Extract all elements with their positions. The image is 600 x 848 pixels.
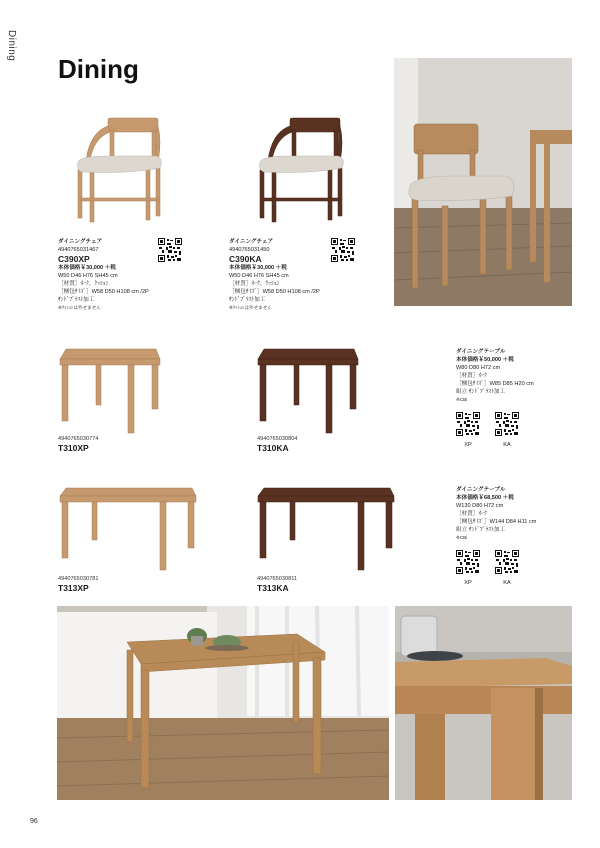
model-code: T313KA: [257, 583, 289, 593]
assembly: 組立 ｻﾝﾄﾞﾌﾞﾗｽﾄ加工: [456, 527, 506, 533]
price: 本体価格￥30,000 ＋税: [58, 265, 116, 271]
chair-c390ka-image: [250, 112, 354, 232]
model-code: C390XP: [58, 254, 90, 264]
page-number: 96: [30, 818, 38, 825]
size: W50 D46 H76 SH45 cm: [58, 273, 118, 279]
qr-code-t310ka[interactable]: [495, 412, 519, 436]
section-side-label: Dining: [6, 30, 17, 62]
product-name: ダイニングテーブル: [456, 487, 506, 493]
table-detail-photo: [395, 606, 572, 800]
qr-code-t313ka[interactable]: [495, 550, 519, 574]
package-size: ［梱包ｻｲｽﾞ］W58 D50 H108 cm /2P: [229, 289, 320, 295]
product-name: ダイニングチェア: [58, 239, 103, 245]
product-name: ダイニングチェア: [229, 239, 274, 245]
qr-label-xp: XP: [464, 442, 472, 448]
size: W80 D80 H72 cm: [456, 365, 501, 371]
material: ［材質］ｵｰｸ: [456, 511, 487, 517]
jan-code: 4940765030781: [58, 576, 99, 582]
jan-code: 4940765031450: [229, 247, 270, 253]
package-size: ［梱包ｻｲｽﾞ］W85 D85 H20 cm: [456, 381, 534, 387]
table-t310xp-image: [56, 345, 164, 435]
model-code: C390KA: [229, 254, 262, 264]
table-t310ka-image: [254, 345, 362, 435]
chair-c390xp-spec: [58, 238, 168, 312]
chair-c390ka-spec: [229, 238, 339, 312]
note: ※ｸｯｼｮﾝは外せません: [58, 305, 101, 310]
jan-code: 4940765030811: [257, 576, 298, 582]
chair-c390xp-image: [68, 112, 172, 232]
table-small-spec: [456, 348, 574, 404]
model-code: T310KA: [257, 443, 289, 453]
qr-code-c390ka[interactable]: [331, 238, 355, 262]
table-t313ka-image: [254, 484, 398, 576]
finish: ｻﾝﾄﾞﾌﾞﾗｽﾄ加工: [58, 297, 95, 303]
price: 本体価格￥68,500 ＋税: [456, 495, 514, 501]
table-t313xp-image: [56, 484, 200, 576]
price: 本体価格￥30,000 ＋税: [229, 265, 287, 271]
model-code: T310XP: [58, 443, 89, 453]
product-name: ダイニングテーブル: [456, 349, 506, 355]
price: 本体価格￥50,000 ＋税: [456, 357, 514, 363]
material: ［材質］ｵｰｸ、ｸｯｼｮﾝ: [229, 281, 280, 287]
note: ※ｸｯｼｮﾝは外せません: [229, 305, 272, 310]
page-title: Dining: [58, 54, 139, 84]
size: W50 D46 H76 SH45 cm: [229, 273, 289, 279]
table-large-spec: [456, 486, 574, 542]
package-size: ［梱包ｻｲｽﾞ］W144 D84 H11 cm: [456, 519, 537, 525]
size: W130 D80 H72 cm: [456, 503, 504, 509]
package-size: ［梱包ｻｲｽﾞ］W58 D50 H108 cm /2P: [58, 289, 149, 295]
note: ※CBi: [456, 535, 468, 540]
qr-label-ka: KA: [503, 580, 511, 586]
note: ※CBi: [456, 397, 468, 402]
qr-label-xp: XP: [464, 580, 472, 586]
qr-label-ka: KA: [503, 442, 511, 448]
jan-code: 4940765031467: [58, 247, 99, 253]
model-code: T313XP: [58, 583, 89, 593]
assembly: 組立 ｻﾝﾄﾞﾌﾞﾗｽﾄ加工: [456, 389, 506, 395]
jan-code: 4940765030774: [58, 436, 99, 442]
qr-code-t310xp[interactable]: [456, 412, 480, 436]
table-t310ka-label: [257, 436, 297, 453]
jan-code: 4940765030804: [257, 436, 298, 442]
table-t313ka-label: [257, 576, 297, 593]
material: ［材質］ｵｰｸ: [456, 373, 487, 379]
table-t310xp-label: [58, 436, 98, 453]
table-t313xp-label: [58, 576, 98, 593]
material: ［材質］ｵｰｸ、ｸｯｼｮﾝ: [58, 281, 109, 287]
finish: ｻﾝﾄﾞﾌﾞﾗｽﾄ加工: [229, 297, 266, 303]
chair-room-photo: [394, 58, 572, 306]
qr-code-c390xp[interactable]: [158, 238, 182, 262]
dining-room-photo: [57, 606, 389, 800]
qr-code-t313xp[interactable]: [456, 550, 480, 574]
